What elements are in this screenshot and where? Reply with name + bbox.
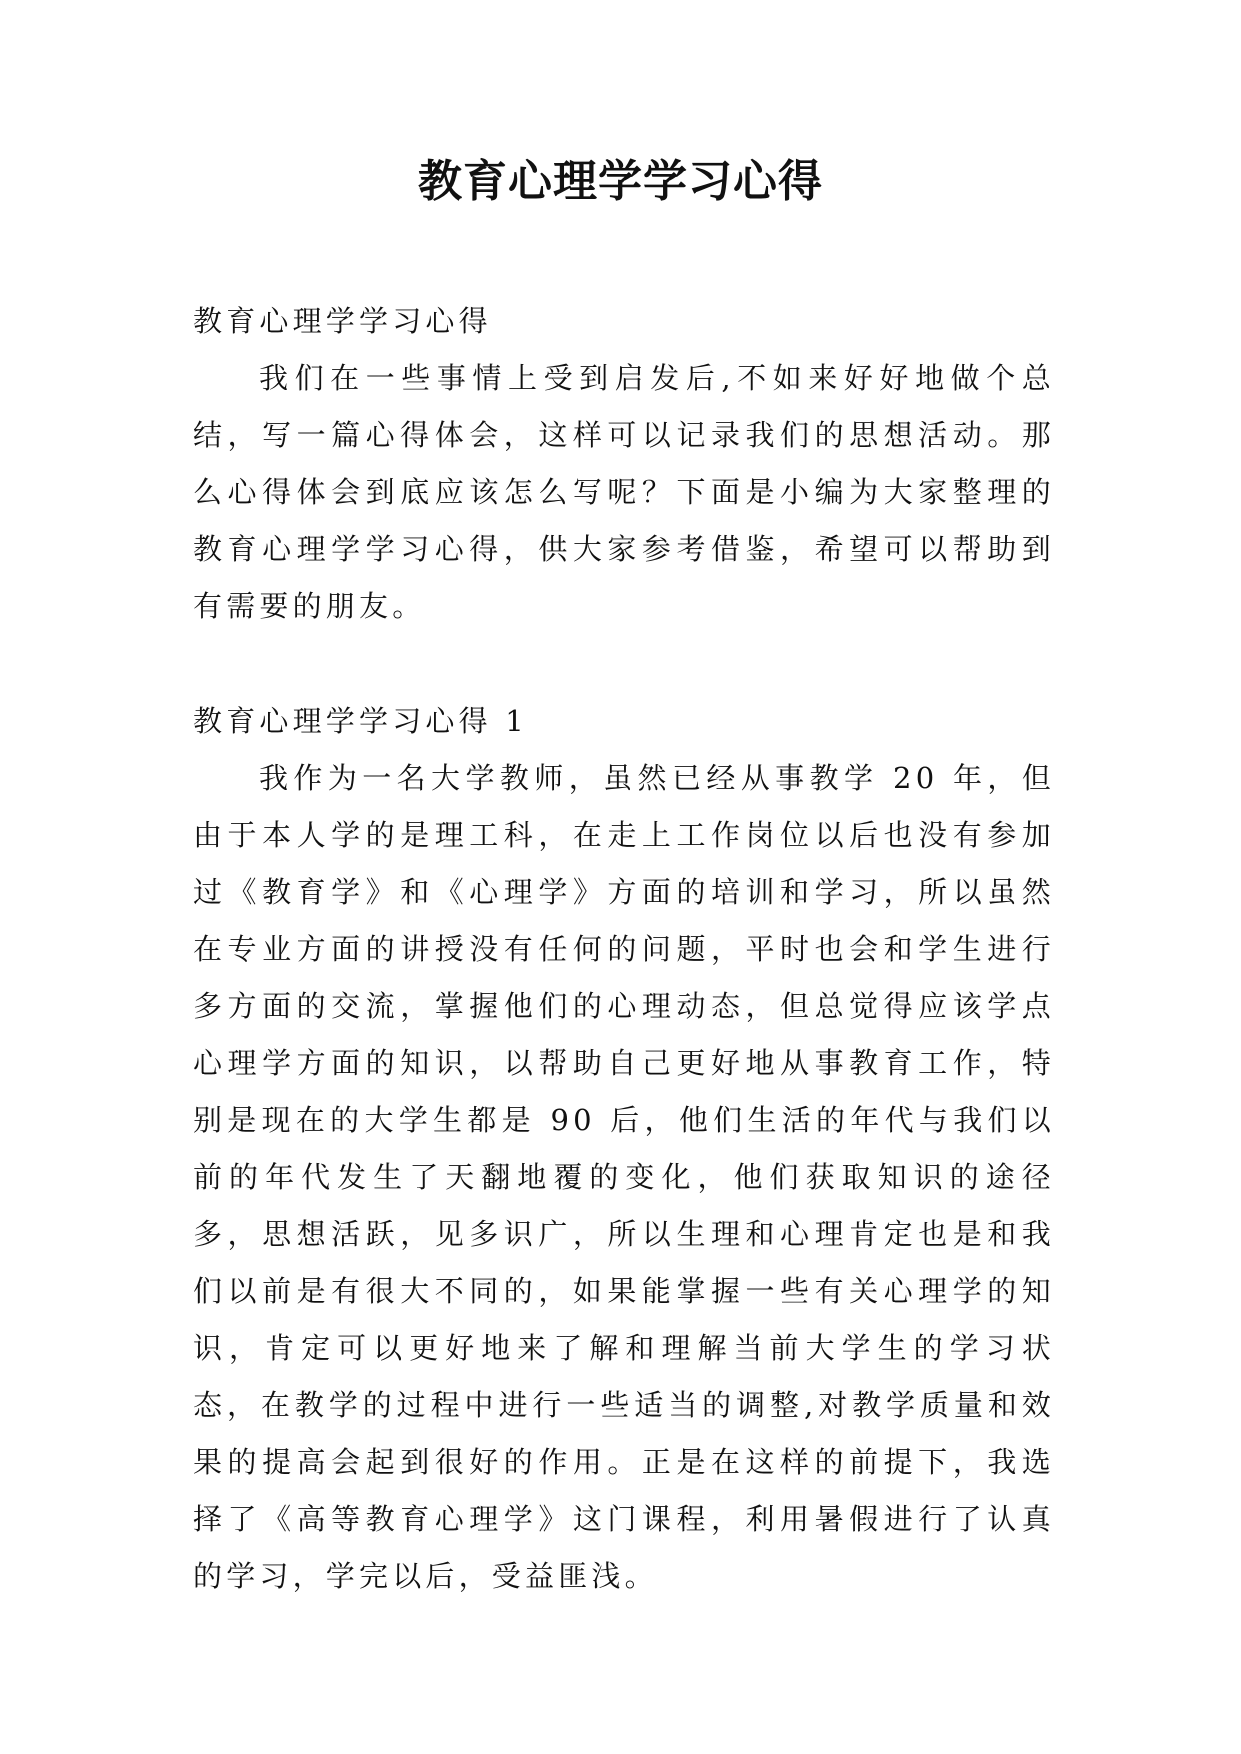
section-paragraph: 我作为一名大学教师，虽然已经从事教学 20 年，但由于本人学的是理工科，在走上工作岗位以后也没有参加过《教育学》和《心理学》方面的培训和学习，所以虽然在专业方面的讲授没有任何的问题，平时也会和学生进行多方面的交流，掌握他们的心理动态，但总觉得应该学点心理学方面的知识，以帮助自己更好地从事教育工作，特别是现在的大学生都是 90 后，他们生活的年代与我们以前的年代发生了天翻地覆的变化，他们获取知识的途径多，思想活跃，见多识广，所以生理和心理肯定也是和我们以前是有很大不同的，如果能掌握一些有关心理学的知识，肯定可以更好地来了解和理解当前大学生的学习状态，在教学的过程中进行一些适当的调整,对教学质量和效果的提高会起到很好的作用。正是在这样的前提下，我选择了《高等教育心理学》这门课程，利用暑假进行了认真的学习，学完以后，受益匪浅。 <box>193 761 1055 1593</box>
section-spacer <box>193 635 1055 693</box>
subtitle: 教育心理学学习心得 <box>193 304 492 338</box>
intro-paragraph: 我们在一些事情上受到启发后,不如来好好地做个总结，写一篇心得体会，这样可以记录我们的思想活动。那么心得体会到底应该怎么写呢？下面是小编为大家整理的教育心理学学习心得，供大家参考借鉴，希望可以帮助到有需要的朋友。 <box>193 361 1055 623</box>
document-body <box>193 293 1055 1605</box>
section-heading: 教育心理学学习心得 1 <box>193 704 528 738</box>
document-title: 教育心理学学习心得 <box>418 156 823 207</box>
